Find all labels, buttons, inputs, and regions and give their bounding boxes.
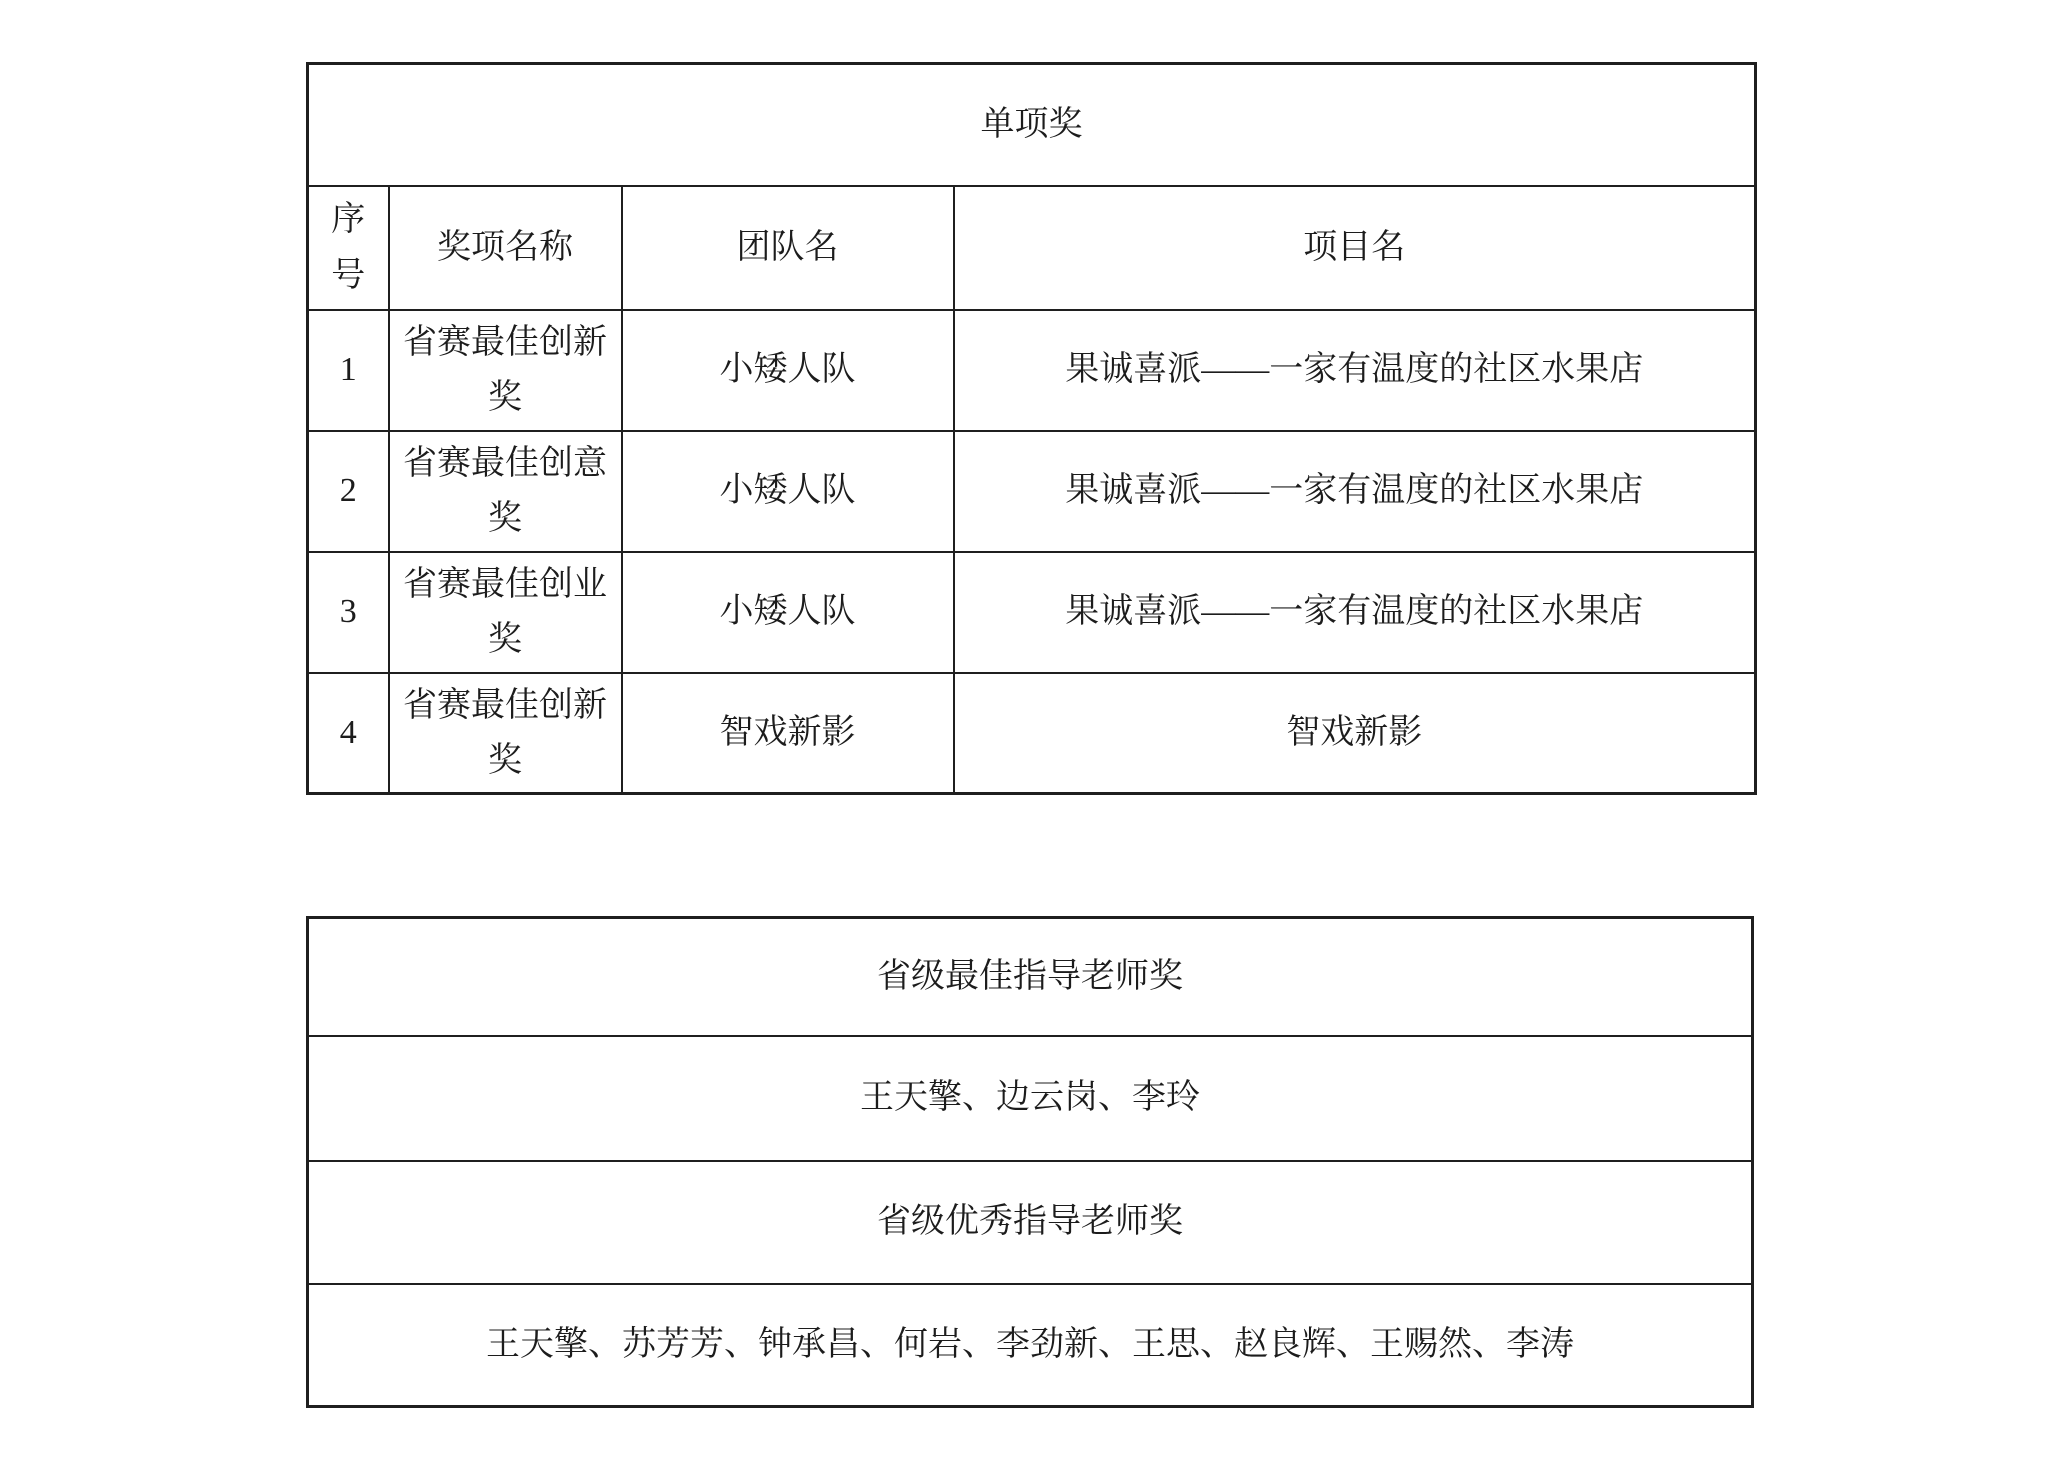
cell-project: 果诚喜派——一家有温度的社区水果店: [954, 552, 1756, 673]
table-header-row: [308, 186, 1756, 310]
cell-no: 1: [308, 310, 389, 431]
best-advisor-names: 王天擎、边云岗、李玲: [308, 1036, 1753, 1161]
cell-project: 果诚喜派——一家有温度的社区水果店: [954, 310, 1756, 431]
column-header-award: 奖项名称: [389, 186, 622, 310]
cell-award: 省赛最佳创意奖: [389, 431, 622, 552]
cell-award: 省赛最佳创新奖: [389, 673, 622, 794]
table-row: [308, 64, 1756, 186]
column-header-no: 序号: [308, 186, 389, 310]
excellent-advisor-names: 王天擎、苏芳芳、钟承昌、何岩、李劲新、王思、赵良辉、王赐然、李涛: [308, 1284, 1753, 1407]
awards-table-title: 单项奖: [308, 64, 1756, 186]
cell-no: 4: [308, 673, 389, 794]
table-row: [308, 552, 1756, 673]
advisor-awards-table: [306, 916, 1754, 1408]
cell-no: 3: [308, 552, 389, 673]
cell-team: 小矮人队: [622, 310, 954, 431]
cell-award: 省赛最佳创新奖: [389, 310, 622, 431]
cell-team: 智戏新影: [622, 673, 954, 794]
cell-project: 果诚喜派——一家有温度的社区水果店: [954, 431, 1756, 552]
table-row: [308, 310, 1756, 431]
table-row: [308, 1161, 1753, 1284]
table-row: [308, 918, 1753, 1036]
document-page: [306, 62, 1756, 1408]
cell-no: 2: [308, 431, 389, 552]
table-row: [308, 431, 1756, 552]
table-row: [308, 1284, 1753, 1407]
excellent-advisor-award-title: 省级优秀指导老师奖: [308, 1161, 1753, 1284]
table-row: [308, 1036, 1753, 1161]
column-header-project: 项目名: [954, 186, 1756, 310]
table-row: [308, 673, 1756, 794]
cell-team: 小矮人队: [622, 552, 954, 673]
best-advisor-award-title: 省级最佳指导老师奖: [308, 918, 1753, 1036]
cell-team: 小矮人队: [622, 431, 954, 552]
cell-award: 省赛最佳创业奖: [389, 552, 622, 673]
cell-project: 智戏新影: [954, 673, 1756, 794]
individual-awards-table: [306, 62, 1757, 795]
column-header-team: 团队名: [622, 186, 954, 310]
